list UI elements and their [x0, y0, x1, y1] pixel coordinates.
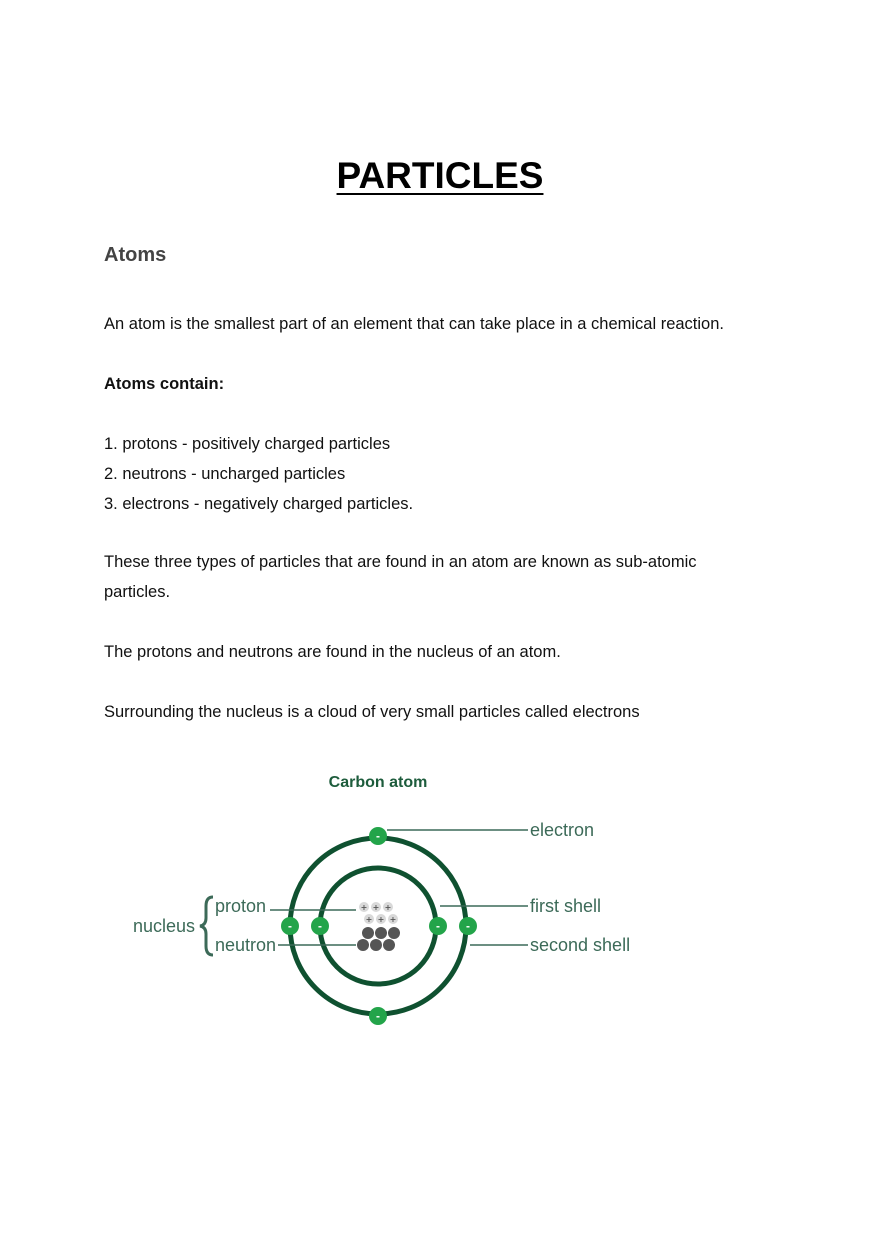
- neutron: [383, 939, 395, 951]
- neutron: [362, 927, 374, 939]
- proton-sign: +: [372, 903, 380, 912]
- diagram-title: Carbon atom: [328, 774, 428, 791]
- first-shell-label: first shell: [530, 896, 602, 916]
- nucleus-brace: [200, 897, 213, 955]
- electron-label: electron: [530, 820, 595, 840]
- neutron: [388, 927, 400, 939]
- second-shell-label: second shell: [530, 935, 631, 955]
- atoms-contain-label: Atoms contain:: [104, 375, 225, 393]
- intro-paragraph: An atom is the smallest part of an element that can take place in a chemical reaction.: [104, 315, 724, 333]
- proton-sign: +: [365, 915, 373, 924]
- carbon-atom-diagram: [120, 760, 660, 1040]
- page-title: PARTICLES: [336, 155, 544, 196]
- neutron: [357, 939, 369, 951]
- proton-sign: +: [384, 903, 392, 912]
- first-shell-ring: [320, 868, 436, 984]
- proton-sign: +: [360, 903, 368, 912]
- electrons-paragraph: Surrounding the nucleus is a cloud of very small particles called electrons: [104, 703, 640, 721]
- subatomic-paragraph: These three types of particles that are found in an atom are known as sub-atomic particles.: [104, 553, 697, 601]
- electrons: [281, 827, 477, 1025]
- proton-sign: +: [377, 915, 385, 924]
- electron-sign: -: [376, 829, 380, 843]
- neutron: [375, 927, 387, 939]
- particle-list: [104, 429, 413, 519]
- neutron-label: neutron: [215, 935, 277, 955]
- electron-sign: -: [436, 919, 440, 933]
- neutrons: [357, 927, 400, 951]
- list-item: 2. neutrons - uncharged particles: [104, 465, 346, 483]
- electron-sign: -: [466, 919, 470, 933]
- proton-sign: +: [389, 915, 397, 924]
- electron-sign: -: [318, 919, 322, 933]
- electron-sign: -: [376, 1009, 380, 1023]
- electron-sign: -: [288, 919, 292, 933]
- list-item: 3. electrons - negatively charged particles.: [104, 495, 414, 513]
- proton-label: proton: [215, 896, 267, 916]
- nucleus-paragraph: The protons and neutrons are found in the nucleus of an atom.: [104, 643, 561, 661]
- nucleus-label: nucleus: [133, 916, 196, 936]
- section-heading: Atoms: [104, 244, 167, 266]
- list-item: 1. protons - positively charged particles: [104, 435, 391, 453]
- neutron: [370, 939, 382, 951]
